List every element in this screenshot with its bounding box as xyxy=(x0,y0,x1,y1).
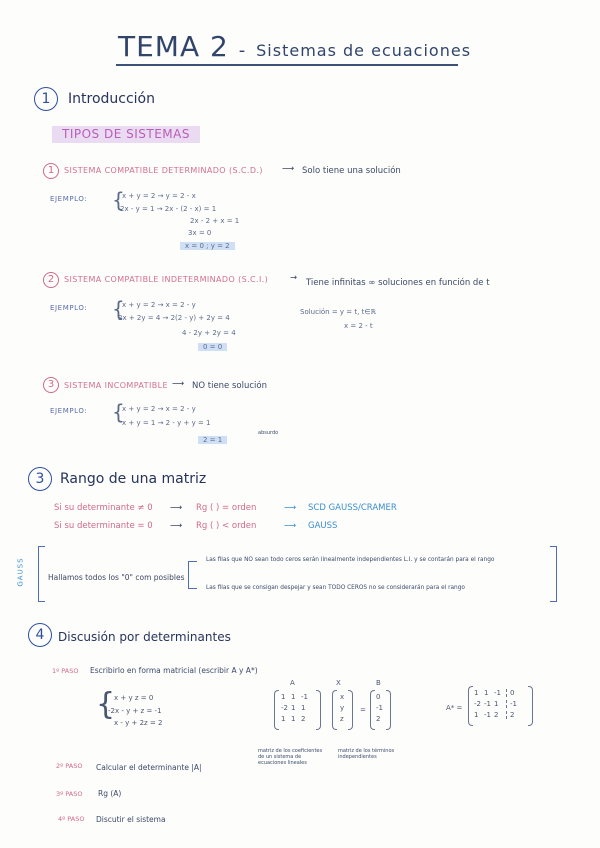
gauss-vertical-label: GAUSS xyxy=(16,557,25,587)
sci-line-3: 4 - 2y + 2y = 4 xyxy=(182,329,236,337)
si-example-label: EJEMPLO: xyxy=(50,407,88,415)
sci-example-label: EJEMPLO: xyxy=(50,304,88,312)
matrix-astar xyxy=(474,688,517,721)
matrix-x-right xyxy=(348,690,353,730)
matrix-a-row: -2 1 1 xyxy=(281,704,306,712)
paso-3-text: Rg (A) xyxy=(98,789,122,798)
label-matrix-b: B xyxy=(376,679,381,687)
rango-row1-mid: Rg ( ) = orden xyxy=(196,503,257,513)
scd-brace: { xyxy=(112,188,125,212)
system-line-1: x + y z = 0 xyxy=(114,694,154,702)
rango-row2-left: Si su determinante = 0 xyxy=(54,521,153,531)
system-brace: { xyxy=(96,687,116,722)
scd-arrow: ⟶ xyxy=(282,164,295,174)
scd-line-1: x + y = 2 → y = 2 - x xyxy=(122,192,196,200)
matrix-a-left xyxy=(274,690,279,730)
astar-row: -2 -1 1 -1 xyxy=(474,700,517,708)
astar-label: A* = xyxy=(446,704,463,712)
matrix-a-row: 1 1 2 xyxy=(281,715,306,723)
section-number-4: 4 xyxy=(28,623,52,647)
scd-line-3: 2x - 2 + x = 1 xyxy=(190,217,240,225)
matrix-a-right xyxy=(316,690,321,730)
matrix-a xyxy=(281,692,308,725)
si-brace: { xyxy=(112,400,125,424)
sci-note: Tiene infinitas ∞ soluciones en función de t xyxy=(306,278,490,288)
si-label: SISTEMA INCOMPATIBLE xyxy=(64,381,168,390)
rango-row1-arrow: ⟶ xyxy=(170,503,183,513)
label-matrix-x: X xyxy=(336,679,341,687)
matrix-x-cell: z xyxy=(340,715,344,723)
matrix-b-cell: 0 xyxy=(376,693,381,701)
matrix-b-left xyxy=(370,690,375,730)
section-heading-intro: Introducción xyxy=(68,91,155,107)
paso-2-label: 2º PASO xyxy=(56,762,83,770)
paso-3-label: 3º PASO xyxy=(56,790,83,798)
scd-line-4: 3x = 0 xyxy=(188,229,212,237)
title-tema: TEMA 2 xyxy=(118,30,229,63)
si-line-1: x + y = 2 → x = 2 - y xyxy=(122,405,196,413)
section-number-1: 1 xyxy=(34,87,58,111)
paso-4-label: 4º PASO xyxy=(58,815,85,823)
note-independent-terms: matriz de los términos independientes xyxy=(338,748,395,760)
sci-solution-2: x = 2 - t xyxy=(344,322,373,330)
matrix-b xyxy=(376,692,383,725)
section-number-3: 3 xyxy=(28,467,52,491)
gauss-row-1: Las filas que NO sean todo ceros serán linealmente independientes L.I. y se contarán para el rango xyxy=(206,557,495,563)
astar-row: 1 1 -1 0 xyxy=(474,689,515,697)
si-number: 3 xyxy=(43,377,59,393)
sci-result: 0 = 0 xyxy=(198,343,227,351)
si-absurdo: absurdo xyxy=(258,430,279,436)
note-matrix-coefficients: matriz de los coeficientes de un sistema de ecuaciones lineales xyxy=(258,748,323,766)
si-arrow: ⟶ xyxy=(172,379,185,389)
sci-line-2: 2x + 2y = 4 → 2(2 - y) + 2y = 4 xyxy=(118,314,230,322)
section-heading-discusion: Discusión por determinantes xyxy=(58,630,231,644)
tipos-heading: TIPOS DE SISTEMAS xyxy=(52,126,200,143)
matrix-b-right xyxy=(386,690,391,730)
sci-solution-1: Solución = y = t, t∈ℝ xyxy=(300,308,376,316)
si-result: 2 = 1 xyxy=(198,436,227,444)
paso-2-text: Calcular el determinante |A| xyxy=(96,763,202,772)
sci-line-1: x + y = 2 → x = 2 - y xyxy=(122,301,196,309)
title-underline xyxy=(116,64,458,66)
astar-right xyxy=(528,686,533,726)
rango-row2-right: GAUSS xyxy=(308,521,338,531)
gauss-right-bracket xyxy=(550,546,557,602)
rango-row2-arrow: ⟶ xyxy=(170,521,183,531)
rango-row1-arrow2: ⟶ xyxy=(284,503,297,513)
gauss-left-bracket xyxy=(38,546,45,602)
rango-row1-left: Si su determinante ≠ 0 xyxy=(54,503,153,513)
label-matrix-a: A xyxy=(290,679,295,687)
matrix-x-cell: y xyxy=(340,704,345,712)
scd-line-2: 2x - y = 1 → 2x - (2 - x) = 1 xyxy=(120,205,217,213)
title-dash: - xyxy=(238,40,247,61)
rango-row2-arrow2: ⟶ xyxy=(284,521,297,531)
gauss-split-bracket xyxy=(188,561,197,589)
equals-sign: = xyxy=(360,706,366,714)
system-line-3: x - y + 2z = 2 xyxy=(114,719,163,727)
matrix-b-cell: 2 xyxy=(376,715,381,723)
rango-row2-mid: Rg ( ) < orden xyxy=(196,521,257,531)
sci-brace: { xyxy=(112,297,125,321)
rango-row1-right: SCD GAUSS/CRAMER xyxy=(308,503,397,513)
matrix-x-left xyxy=(332,690,337,730)
matrix-b-cell: -1 xyxy=(376,704,383,712)
system-line-2: -2x - y + z = -1 xyxy=(108,707,162,715)
si-note: NO tiene solución xyxy=(192,381,267,391)
matrix-a-row: 1 1 -1 xyxy=(281,693,308,701)
scd-number: 1 xyxy=(43,163,59,179)
sci-label: SISTEMA COMPATIBLE INDETERMINADO (S.C.I.) xyxy=(64,275,269,284)
paso-4-text: Discutir el sistema xyxy=(96,815,166,824)
matrix-x xyxy=(340,692,344,725)
astar-left xyxy=(468,686,473,726)
gauss-row-2: Las filas que se consigan despejar y sean TODO CEROS no se considerarán para el rango xyxy=(206,585,465,591)
gauss-hallamos: Hallamos todos los "0" com posibles xyxy=(48,573,185,582)
section-heading-rango: Rango de una matriz xyxy=(60,471,207,487)
scd-result: x = 0 ; y = 2 xyxy=(180,242,235,250)
sci-number: 2 xyxy=(43,272,59,288)
page-title xyxy=(118,30,471,63)
matrix-x-cell: x xyxy=(340,693,345,701)
paso-1-text: Escribirlo en forma matricial (escribir A y A*) xyxy=(90,666,258,675)
scd-example-label: EJEMPLO: xyxy=(50,195,88,203)
si-line-2: x + y = 1 → 2 - y + y = 1 xyxy=(122,419,211,427)
title-subtitle: Sistemas de ecuaciones xyxy=(256,41,472,60)
scd-label: SISTEMA COMPATIBLE DETERMINADO (S.C.D.) xyxy=(64,166,263,175)
sci-arrow: → xyxy=(290,273,298,283)
astar-row: 1 -1 2 2 xyxy=(474,711,515,719)
scd-note: Solo tiene una solución xyxy=(302,166,401,176)
paso-1-label: 1º PASO xyxy=(52,667,79,675)
